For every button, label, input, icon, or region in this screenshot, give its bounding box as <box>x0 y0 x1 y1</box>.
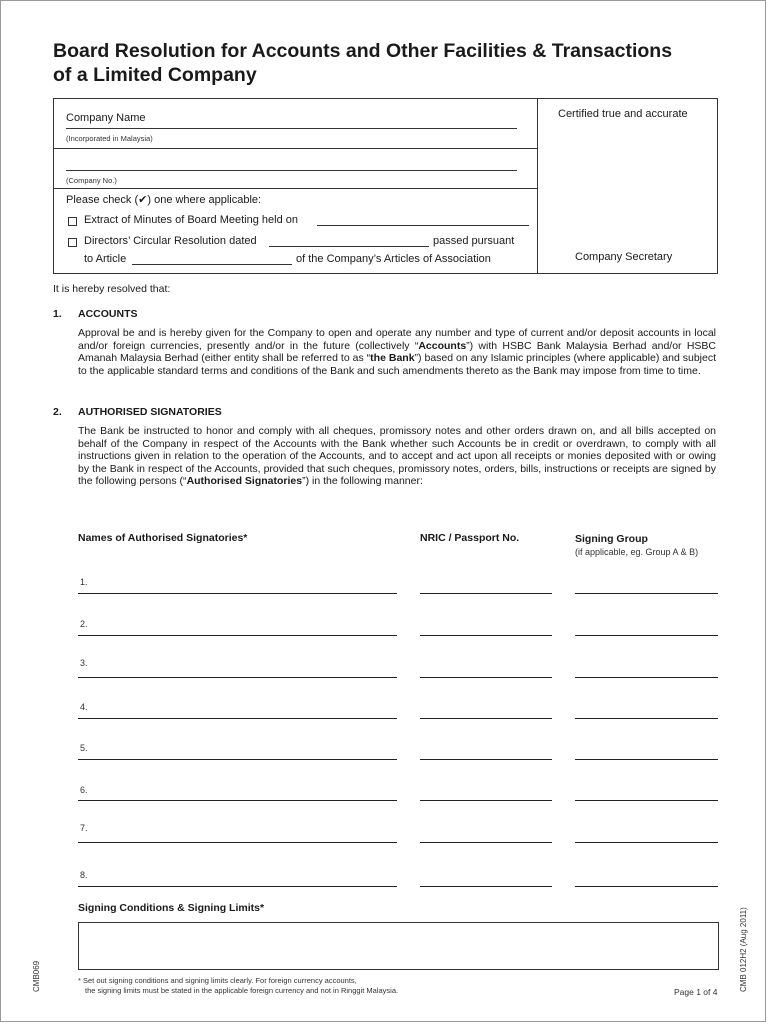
footnote: * Set out signing conditions and signing limits clearly. For foreign currency accounts, the signing limits must be stated in the applicable foreign currency and not in Ringgit Malaysia. <box>78 976 399 995</box>
table-row-number: 1. <box>80 577 88 587</box>
company-name-label: Company Name <box>66 112 146 124</box>
page-number: Page 1 of 4 <box>674 987 718 997</box>
box-row-divider <box>54 148 537 149</box>
circular-checkbox[interactable] <box>68 238 77 247</box>
article-field[interactable] <box>132 264 292 265</box>
table-row-number: 7. <box>80 823 88 833</box>
minutes-checkbox[interactable] <box>68 217 77 226</box>
table-row-number: 5. <box>80 743 88 753</box>
table-row-number: 2. <box>80 619 88 629</box>
certified-label: Certified true and accurate <box>558 108 688 120</box>
resolution-date-field[interactable] <box>269 246 429 247</box>
option-circular-label-2: passed pursuant <box>433 235 515 247</box>
section-1-heading: ACCOUNTS <box>78 308 138 320</box>
table-row-number: 6. <box>80 785 88 795</box>
signing-group-field[interactable] <box>575 886 718 887</box>
signing-group-note: (if applicable, eg. Group A & B) <box>575 547 699 557</box>
name-field[interactable] <box>78 718 397 719</box>
name-field[interactable] <box>78 800 397 801</box>
name-field[interactable] <box>78 635 397 636</box>
company-details-box <box>53 98 718 274</box>
section-1-number: 1. <box>53 308 62 320</box>
incorporated-note: (Incorporated in Malaysia) <box>66 134 153 143</box>
box-row-divider <box>54 188 537 189</box>
name-field[interactable] <box>78 677 397 678</box>
signing-group-field[interactable] <box>575 759 718 760</box>
nric-column-header: NRIC / Passport No. <box>420 532 520 544</box>
section-1-text: Approval be and is hereby given for the Company to open and operate any number and type of current and/or deposit accounts in local and/or foreign currencies, presently and/or in the future (collectively “Accounts”) with HSBC Bank Malaysia Berhad and/or HSBC Amanah Malaysia Berhad (either entity shall be referred to as “the Bank”) based on any Islamic principles (where applicable) and subject to the applicable standard terms and conditions of the Bank and such amendments thereto as the Bank may impose from time to time. <box>78 327 717 377</box>
name-field[interactable] <box>78 886 397 887</box>
name-field[interactable] <box>78 842 397 843</box>
company-no-note: (Company No.) <box>66 176 117 185</box>
form-title: Board Resolution for Accounts and Other Facilities & Transactions of a Limited Company <box>53 40 673 86</box>
check-instruction: Please check (✔) one where applicable: <box>66 194 262 206</box>
nric-field[interactable] <box>420 800 552 801</box>
nric-field[interactable] <box>420 842 552 843</box>
nric-field[interactable] <box>420 886 552 887</box>
articles-association-label: of the Company’s Articles of Association <box>296 253 491 265</box>
company-name-field[interactable] <box>66 128 517 129</box>
resolved-intro: It is hereby resolved that: <box>53 283 171 295</box>
signing-group-field[interactable] <box>575 593 718 594</box>
nric-field[interactable] <box>420 718 552 719</box>
name-field[interactable] <box>78 759 397 760</box>
nric-field[interactable] <box>420 593 552 594</box>
signing-group-field[interactable] <box>575 800 718 801</box>
nric-field[interactable] <box>420 677 552 678</box>
signing-conditions-label: Signing Conditions & Signing Limits* <box>78 902 265 914</box>
section-2-number: 2. <box>53 406 62 418</box>
section-2-text: The Bank be instructed to honor and comply with all cheques, promissory notes and other orders drawn on, and all bills accepted on behalf of the Company in respect of the Accounts with the Bank whether such Accounts be in credit or overdrawn, to comply with all instructions given in relation to the operation of the Accounts, and to accept and act upon all receipts or monies deposited with or owing by the Bank in respect of the Accounts, provided that such cheques, promissory notes, orders, bills, instructions or receipts are signed by the following persons (“Authorised Signatories”) in the following manner: <box>78 425 716 488</box>
names-column-header: Names of Authorised Signatories* <box>78 532 248 544</box>
signing-group-field[interactable] <box>575 677 718 678</box>
nric-field[interactable] <box>420 759 552 760</box>
meeting-date-field[interactable] <box>317 225 529 226</box>
company-no-field[interactable] <box>66 170 517 171</box>
option-minutes-label: Extract of Minutes of Board Meeting held on <box>84 214 299 226</box>
table-row-number: 3. <box>80 658 88 668</box>
signing-group-field[interactable] <box>575 718 718 719</box>
option-circular-label: Directors’ Circular Resolution dated <box>84 235 257 247</box>
name-field[interactable] <box>78 593 397 594</box>
table-row-number: 4. <box>80 702 88 712</box>
nric-field[interactable] <box>420 635 552 636</box>
signing-group-field[interactable] <box>575 635 718 636</box>
box-divider <box>537 99 538 273</box>
signing-group-column-header: Signing Group <box>575 533 648 545</box>
section-2-heading: AUTHORISED SIGNATORIES <box>78 406 222 418</box>
company-secretary-label: Company Secretary <box>575 251 673 263</box>
left-form-code: CMB069 <box>32 960 41 992</box>
signing-group-field[interactable] <box>575 842 718 843</box>
right-form-code: CMB 012H2 (Aug 2011) <box>739 907 748 992</box>
signing-conditions-input[interactable] <box>78 922 719 970</box>
table-row-number: 8. <box>80 870 88 880</box>
article-label: to Article <box>84 253 127 265</box>
